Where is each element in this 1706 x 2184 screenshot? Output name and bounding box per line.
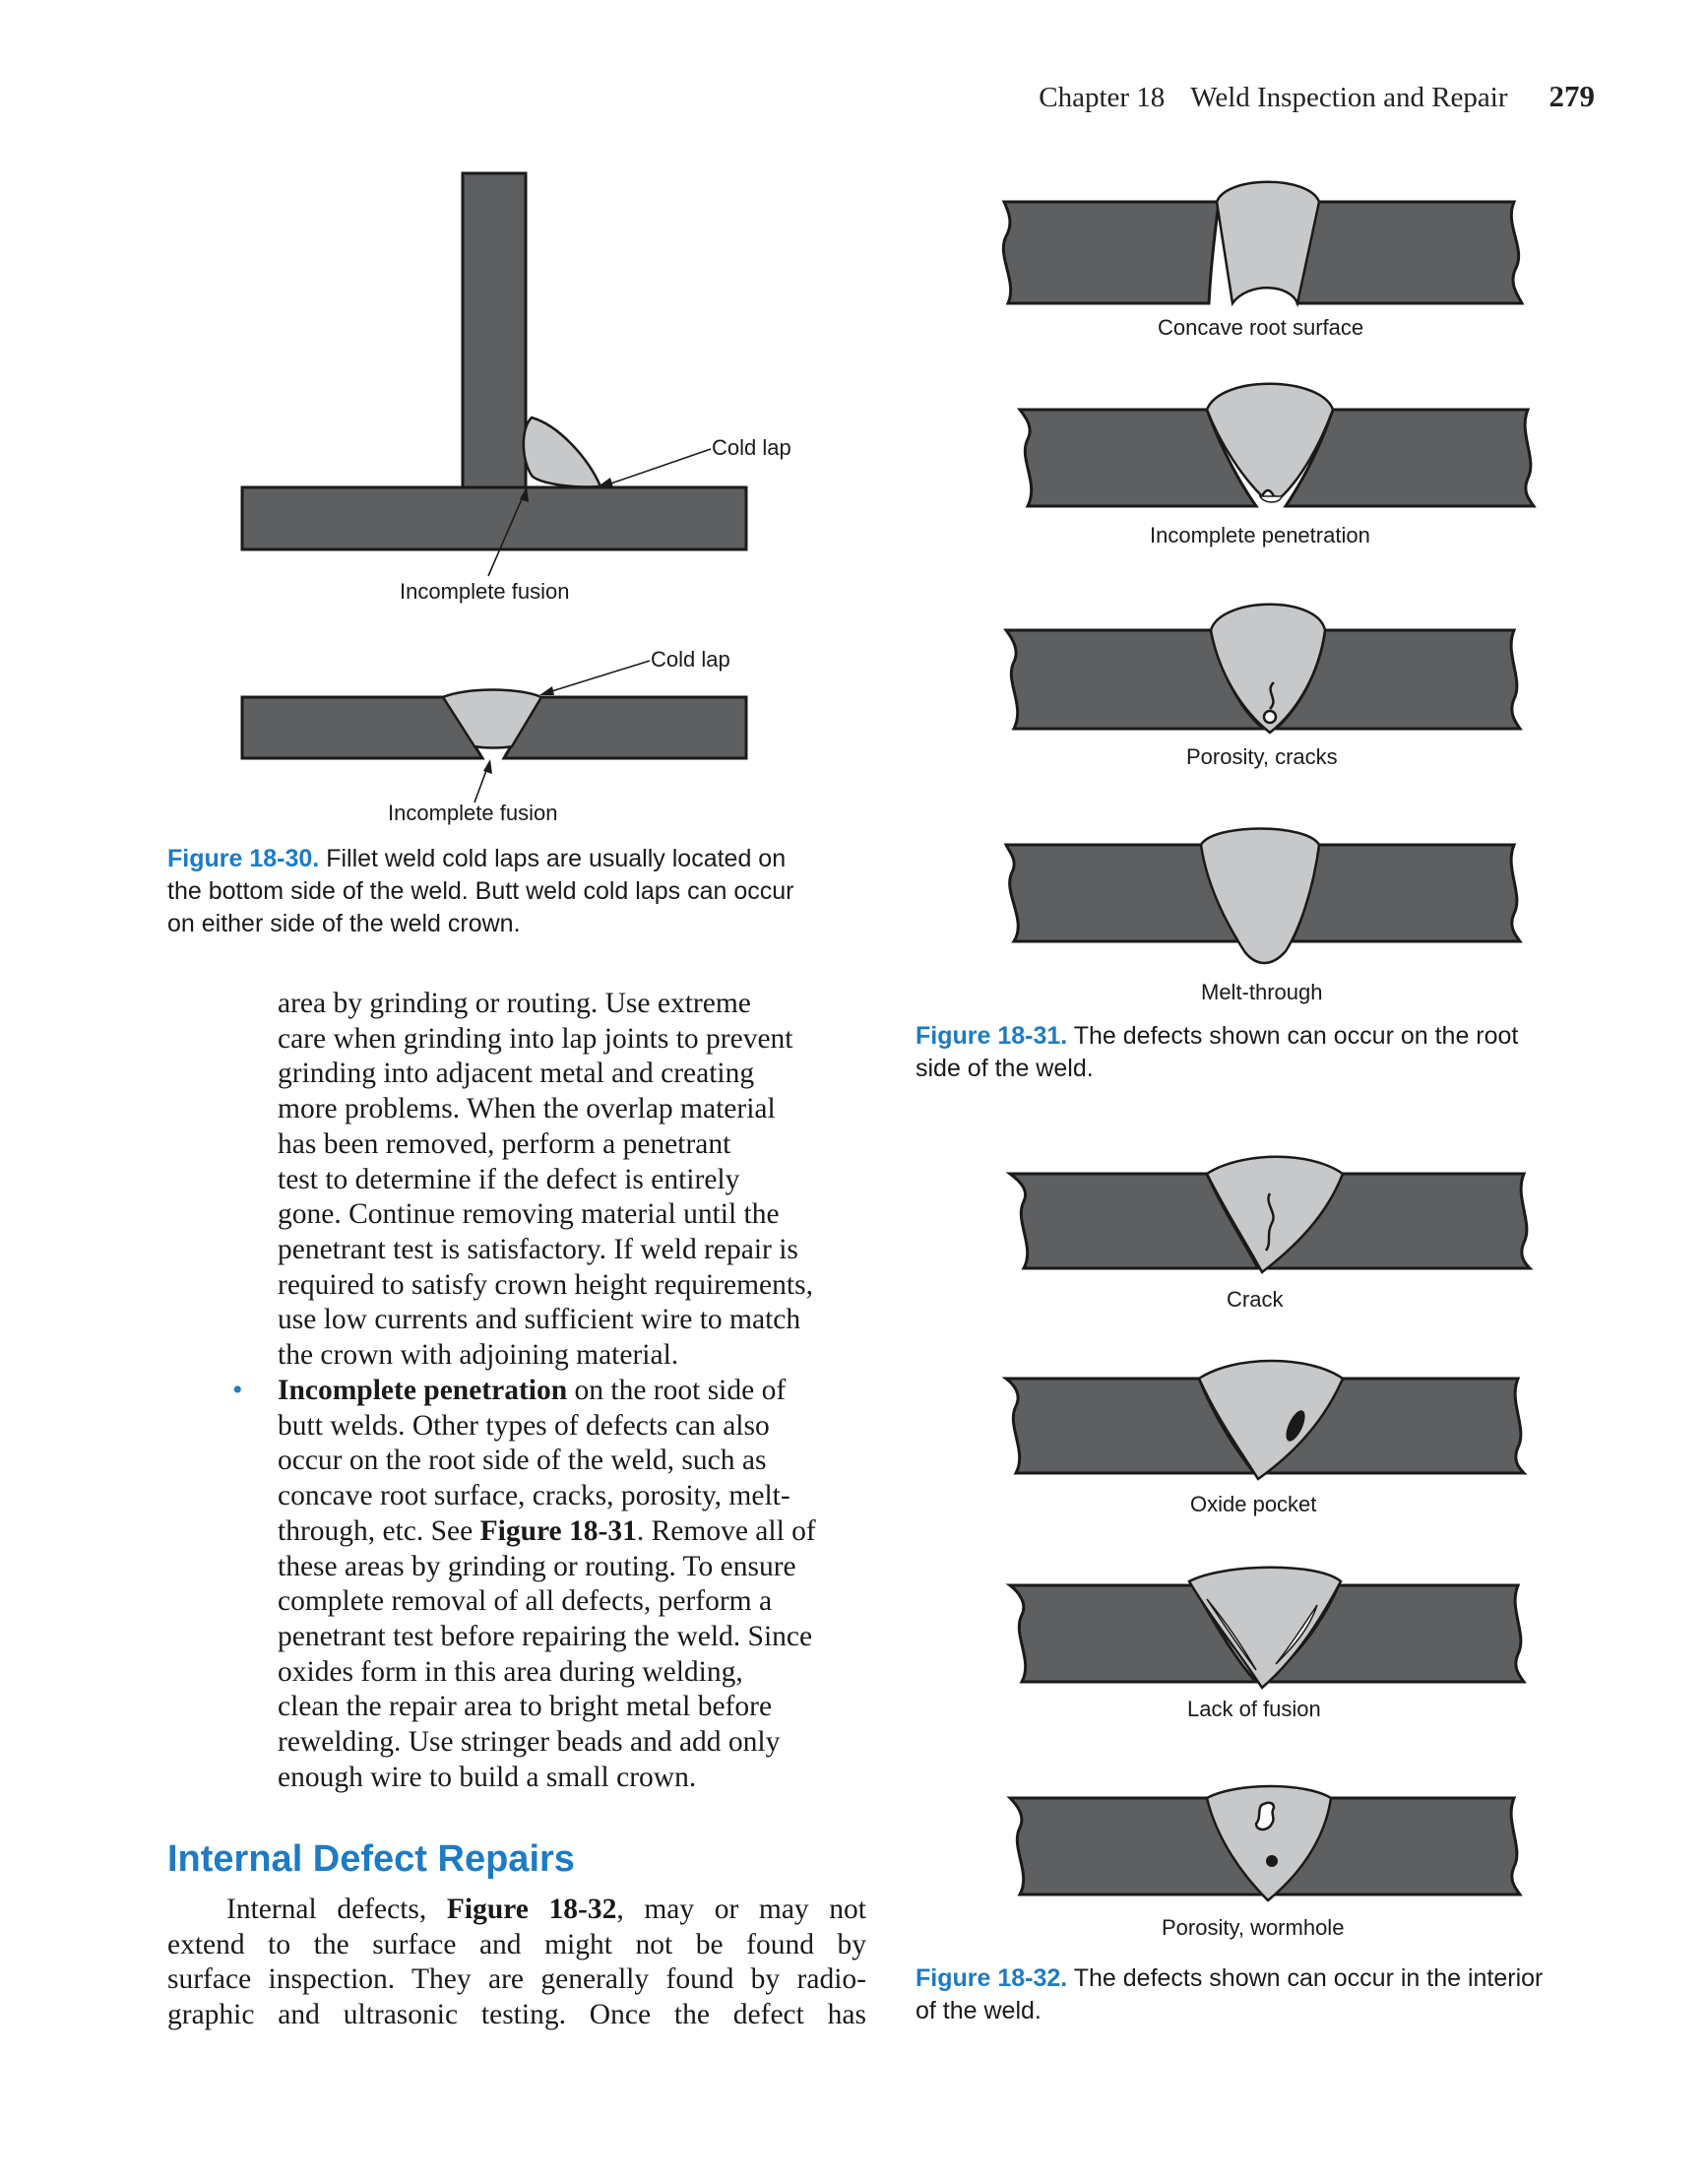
bullet-item-incomplete-penetration	[278, 1374, 888, 1795]
figure-18-30-caption	[167, 843, 876, 940]
horizontal-plate	[242, 487, 746, 549]
left-plate	[242, 697, 482, 758]
figure-reference: Figure 18-32	[446, 1894, 617, 1925]
text-line: surface inspection. They are generally found by radio-	[167, 1963, 866, 1996]
text-line: test to determine if the defect is entirely	[278, 1163, 740, 1195]
figure-ref: Figure 18-31.	[916, 1022, 1068, 1050]
figure-18-31-caption	[916, 1020, 1624, 1085]
fig31-concave-root-surface	[1003, 182, 1522, 303]
caption-line: The defects shown can occur on the root	[1073, 1022, 1519, 1050]
label-oxide-pocket: Oxide pocket	[1190, 1492, 1317, 1516]
fig32-crack	[1010, 1157, 1530, 1272]
label-melt-through: Melt-through	[1201, 980, 1323, 1004]
label-incomplete-fusion-butt: Incomplete fusion	[388, 801, 558, 825]
text-line: use low currents and sufficient wire to match	[278, 1304, 801, 1336]
vertical-plate	[463, 173, 526, 488]
label-porosity-wormhole: Porosity, wormhole	[1162, 1915, 1345, 1940]
label-incomplete-penetration: Incomplete penetration	[1150, 523, 1370, 547]
figure-ref: Figure 18-32.	[916, 1964, 1068, 1992]
chapter-number: Chapter 18	[1039, 82, 1166, 113]
body-paragraph-internal-defects	[167, 1893, 866, 2033]
fig31-incomplete-penetration	[1020, 384, 1534, 506]
chapter-title: Weld Inspection and Repair	[1190, 82, 1508, 113]
text-line: concave root surface, cracks, porosity, melt-	[278, 1480, 790, 1512]
figure-18-32-caption	[916, 1962, 1624, 2027]
label-incomplete-fusion-fillet: Incomplete fusion	[400, 579, 570, 604]
text-line: required to satisfy crown height requirements,	[278, 1268, 813, 1301]
bullet-marker: •	[232, 1374, 243, 1406]
fig30-fillet-weld	[242, 173, 746, 576]
figure-reference: Figure 18-31	[479, 1514, 637, 1547]
fig32-lack-of-fusion	[1010, 1568, 1524, 1688]
caption-line: The defects shown can occur in the interior	[1073, 1964, 1544, 1992]
text-span: . Remove all of	[636, 1514, 816, 1547]
label-concave-root-surface: Concave root surface	[1158, 315, 1364, 340]
fillet-weld-bead	[524, 418, 600, 487]
text-line: complete removal of all defects, perform a	[278, 1585, 773, 1618]
text-line: these areas by grinding or routing. To ensure	[278, 1550, 796, 1582]
caption-line: the bottom side of the weld. Butt weld cold laps can occur	[167, 877, 794, 905]
text-line: grinding into adjacent metal and creating	[278, 1058, 755, 1090]
text-span: , may or may not	[616, 1894, 866, 1925]
text-line	[278, 1374, 888, 1409]
text-line: the crown with adjoining material.	[278, 1339, 679, 1372]
text-line: butt welds. Other types of defects can also	[278, 1409, 770, 1442]
fig31-porosity-cracks	[1006, 605, 1520, 733]
text-line: enough wire to build a small crown.	[278, 1761, 697, 1793]
text-line: occur on the root side of the weld, such as	[278, 1445, 767, 1477]
figure-ref: Figure 18-30.	[167, 845, 320, 872]
caption-line: side of the weld.	[916, 1055, 1094, 1082]
label-crack: Crack	[1227, 1287, 1284, 1312]
body-paragraph-continuation	[278, 987, 888, 1374]
label-lack-of-fusion: Lack of fusion	[1187, 1697, 1321, 1721]
text-line	[278, 1514, 888, 1550]
text-line: penetrant test is satisfactory. If weld repair is	[278, 1233, 798, 1265]
label-cold-lap-fillet: Cold lap	[712, 435, 791, 460]
label-porosity-cracks: Porosity, cracks	[1186, 744, 1338, 769]
bold-term: Incomplete penetration	[278, 1375, 568, 1406]
text-line: gone. Continue removing material until the	[278, 1198, 780, 1231]
fig30-butt-weld	[242, 661, 746, 803]
section-heading: Internal Defect Repairs	[167, 1838, 575, 1880]
page-number: 279	[1548, 79, 1595, 113]
fig31-melt-through	[1006, 829, 1520, 964]
fig32-porosity-wormhole	[1010, 1786, 1520, 1900]
text-span: Internal defects,	[226, 1894, 447, 1925]
text-line: more problems. When the overlap material	[278, 1093, 776, 1125]
text-line: rewelding. Use stringer beads and add only	[278, 1726, 781, 1759]
text-line: extend to the surface and might not be found by	[167, 1928, 866, 1960]
text-line: clean the repair area to bright metal before	[278, 1691, 773, 1723]
text-span: through, etc. See	[278, 1514, 480, 1547]
text-line	[167, 1893, 866, 1928]
text-line: has been removed, perform a penetrant	[278, 1127, 731, 1160]
label-cold-lap-butt: Cold lap	[651, 647, 730, 672]
fig32-oxide-pocket	[1006, 1361, 1524, 1479]
text-line: graphic and ultrasonic testing. Once the defect has	[167, 1999, 866, 2031]
text-span: on the root side of	[567, 1375, 787, 1406]
right-plate	[504, 697, 746, 758]
text-line: penetrant test before repairing the weld. Since	[278, 1620, 813, 1652]
text-line: care when grinding into lap joints to prevent	[278, 1022, 793, 1055]
text-line: oxides form in this area during welding,	[278, 1655, 743, 1688]
text-line: area by grinding or routing. Use extreme	[278, 988, 751, 1019]
caption-line: Fillet weld cold laps are usually located on	[326, 845, 787, 872]
caption-line: on either side of the weld crown.	[167, 910, 521, 937]
caption-line: of the weld.	[916, 1997, 1042, 2024]
